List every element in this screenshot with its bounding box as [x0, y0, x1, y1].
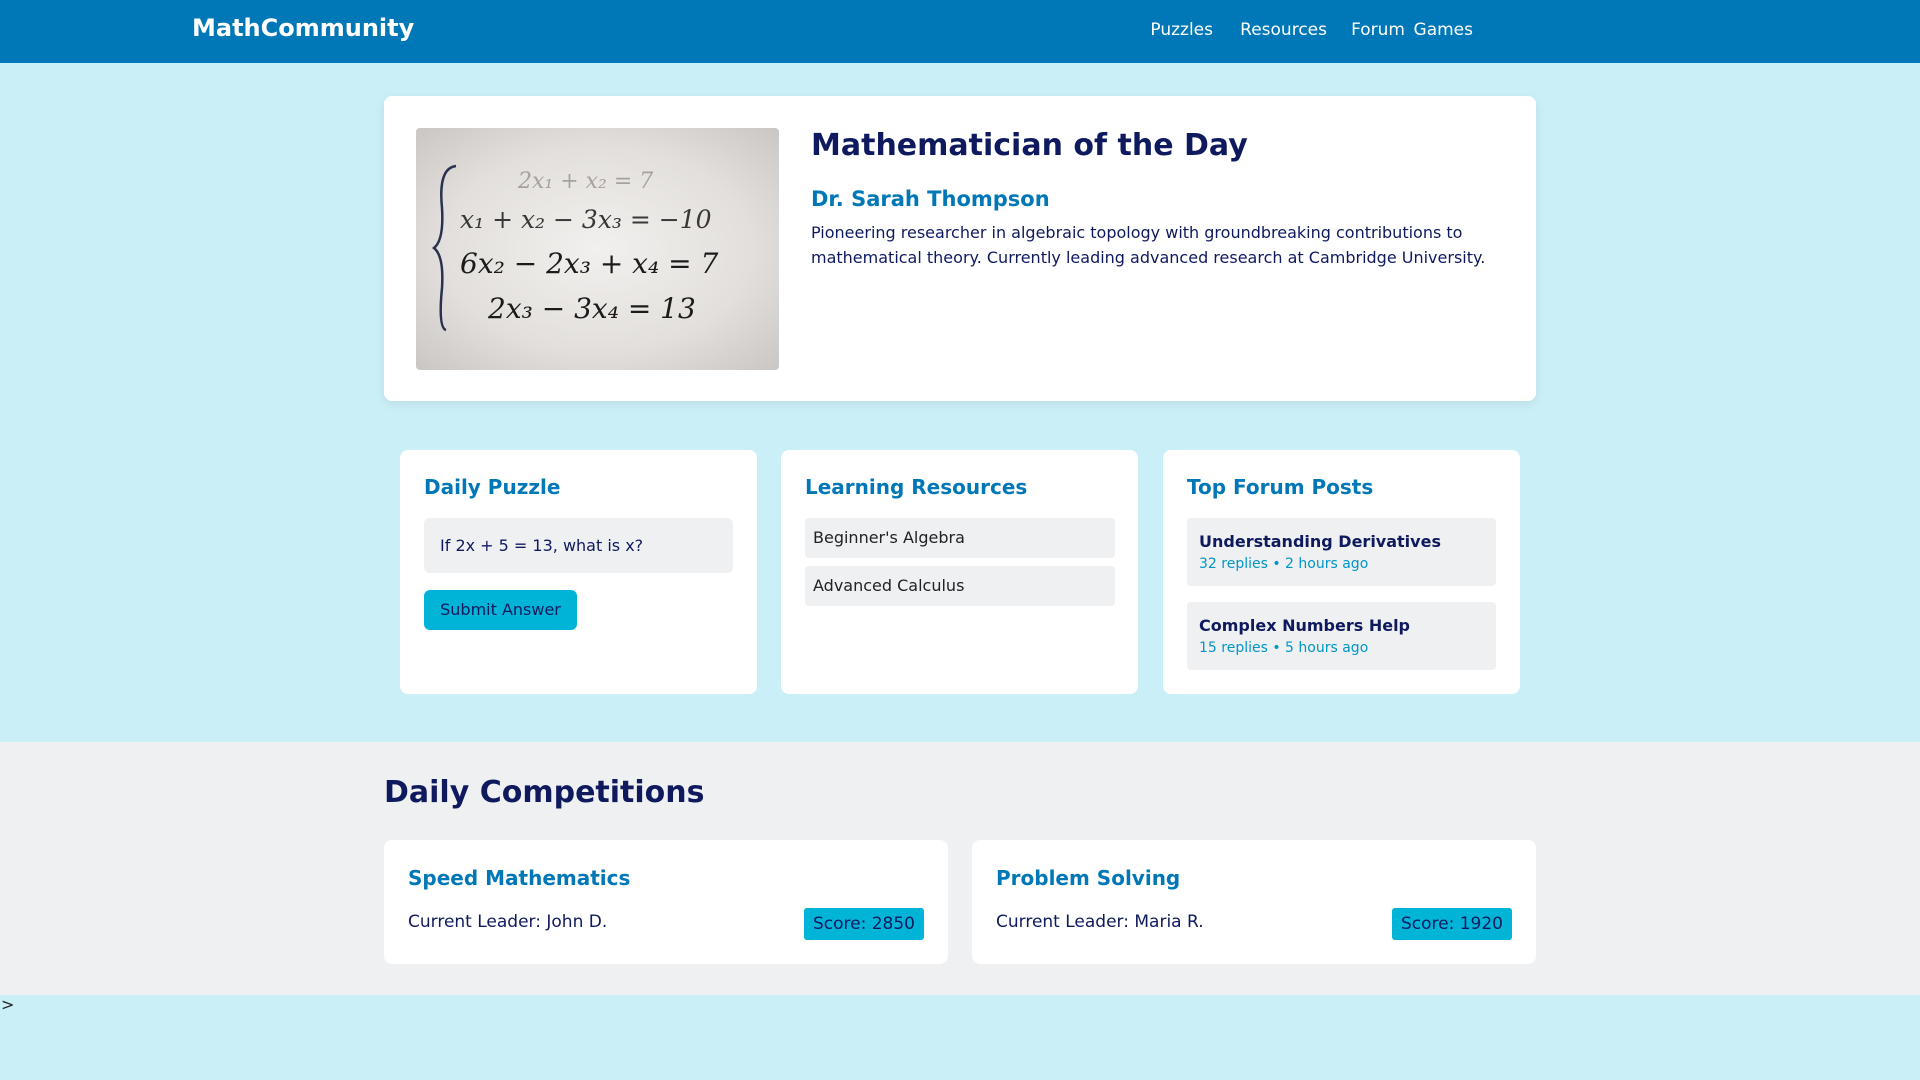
submit-answer-button[interactable]: Submit Answer [424, 590, 577, 630]
forum-post-title: Complex Numbers Help [1199, 616, 1411, 635]
resource-item-beginners-algebra[interactable]: Beginner's Algebra [805, 518, 1115, 558]
equations-photo [416, 128, 779, 370]
daily-puzzle-card [400, 450, 757, 694]
top-navbar [0, 0, 1920, 63]
competition-card-problem-solving[interactable] [972, 840, 1536, 964]
equation-line-4: 2x₃ − 3x₄ = 13 [488, 292, 696, 325]
nav-link-resources[interactable]: Resources [1240, 20, 1327, 40]
nav-link-forum[interactable]: Forum [1351, 20, 1405, 40]
forum-post[interactable] [1187, 602, 1496, 670]
puzzle-question: If 2x + 5 = 13, what is x? [424, 518, 733, 573]
equation-line-3: 6x₂ − 2x₃ + x₄ = 7 [460, 247, 719, 280]
brand-logo[interactable]: MathCommunity [192, 14, 415, 42]
competition-leader: Current Leader: Maria R. [996, 912, 1204, 932]
score-badge: Score: 1920 [1392, 908, 1512, 940]
competition-card-speed-mathematics[interactable] [384, 840, 948, 964]
top-forum-posts-title: Top Forum Posts [1187, 475, 1374, 499]
forum-post-meta: 32 replies • 2 hours ago [1199, 556, 1369, 572]
stray-text: > [1, 995, 15, 1014]
learning-resources-title: Learning Resources [805, 475, 1028, 499]
forum-post-meta: 15 replies • 5 hours ago [1199, 640, 1369, 656]
competition-title: Problem Solving [996, 866, 1181, 890]
competition-leader: Current Leader: John D. [408, 912, 608, 932]
forum-post-title: Understanding Derivatives [1199, 532, 1441, 551]
hero-title: Mathematician of the Day [811, 128, 1248, 163]
equation-line-1: 2x₁ + x₂ = 7 [518, 169, 654, 194]
mathematician-of-the-day-card [384, 96, 1536, 401]
competition-title: Speed Mathematics [408, 866, 631, 890]
mathematician-name[interactable]: Dr. Sarah Thompson [811, 187, 1050, 211]
nav-link-puzzles[interactable]: Puzzles [1150, 20, 1213, 40]
equations-image [416, 128, 779, 370]
score-badge: Score: 2850 [804, 908, 924, 940]
daily-puzzle-title: Daily Puzzle [424, 475, 561, 499]
daily-competitions-section [0, 742, 1920, 995]
nav-link-games[interactable]: Games [1413, 20, 1473, 40]
daily-competitions-heading: Daily Competitions [384, 775, 705, 810]
equation-line-2: x₁ + x₂ − 3x₃ = −10 [460, 205, 712, 234]
forum-post[interactable] [1187, 518, 1496, 586]
mathematician-description: Pioneering researcher in algebraic topology with groundbreaking contributions to mathematical theory. Currently leading advanced research at Cambridge University. [811, 223, 1486, 267]
top-forum-posts-card [1163, 450, 1520, 694]
learning-resources-card [781, 450, 1138, 694]
resource-item-advanced-calculus[interactable]: Advanced Calculus [805, 566, 1115, 606]
